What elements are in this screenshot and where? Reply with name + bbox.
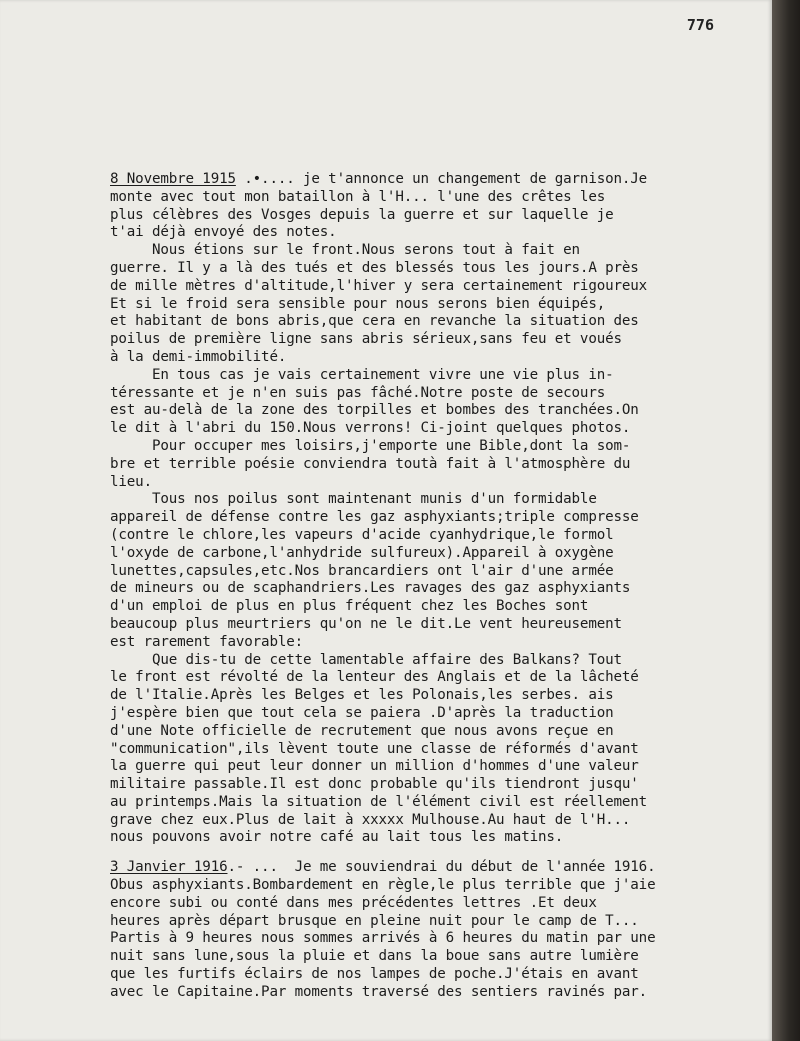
text-line: guerre. Il y a là des tués et des blessés tous les jours.A près (110, 259, 639, 276)
text-line: .•.... je t'annonce un changement de garnison.Je (235, 171, 648, 187)
text-line: de mineurs ou de scaphandriers.Les ravages des gaz asphyxiants (110, 580, 631, 597)
text-line: plus célèbres des Vosges depuis la guerre et sur laquelle je (110, 206, 614, 223)
text-line: monte avec tout mon bataillon à l'H... l'une des crêtes les (110, 188, 606, 205)
text-line: Nous étions sur le front.Nous serons tout à fait en (110, 242, 580, 259)
text-line: et habitant de bons abris,que cera en revanche la situation des (110, 313, 639, 330)
text-line: lieu. (110, 473, 152, 490)
entry-date: 3 Janvier 1916 (110, 859, 228, 876)
text-line: (contre le chlore,les vapeurs d'acide cyanhydrique,le formol (110, 526, 614, 543)
text-line: Tous nos poilus sont maintenant munis d'un formidable (110, 491, 597, 508)
text-line: téressante et je n'en suis pas fâché.Notre poste de secours (110, 384, 606, 401)
text-line: Pour occuper mes loisirs,j'emporte une Bible,dont la som- (110, 437, 631, 454)
text-line: de mille mètres d'altitude,l'hiver y sera certainement rigoureux (110, 277, 648, 294)
text-line: grave chez eux.Plus de lait à xxxxx Mulhouse.Au haut de l'H... (110, 811, 631, 828)
text-line: à la demi-immobilité. (110, 348, 287, 365)
text-line: le front est révolté de la lenteur des Anglais et de la lâcheté (110, 669, 639, 686)
entry-first-line (110, 171, 768, 189)
text-line: Que dis-tu de cette lamentable affaire des Balkans? Tout (110, 651, 622, 668)
text-line: t'ai déjà envoyé des notes. (110, 224, 337, 241)
text-line: Obus asphyxiants.Bombardement en règle,le plus terrible que j'aie (110, 877, 656, 894)
entry-first-line (110, 859, 768, 877)
text-line: bre et terrible poésie conviendra toutà fait à l'atmosphère du (110, 455, 631, 472)
text-line: est au-delà de la zone des torpilles et bombes des tranchées.On (110, 402, 639, 419)
text-line: nuit sans lune,sous la pluie et dans la boue sans autre lumière (110, 948, 639, 965)
text-line: que les furtifs éclairs de nos lampes de poche.J'étais en avant (110, 966, 639, 983)
text-line: Partis à 9 heures nous sommes arrivés à 6 heures du matin par une (110, 930, 656, 947)
text-line: de l'Italie.Après les Belges et les Polonais,les serbes. ais (110, 687, 614, 704)
text-line: .- ... Je me souviendrai du début de l'année 1916. (227, 859, 656, 876)
text-line: poilus de première ligne sans abris sérieux,sans feu et voués (110, 331, 622, 348)
text-line: "communication",ils lèvent toute une classe de réformés d'avant (110, 740, 639, 757)
text-line: j'espère bien que tout cela se paiera .D'après la traduction (110, 704, 614, 721)
text-line: d'une Note officielle de recrutement que nous avons reçue en (110, 722, 614, 739)
text-line: l'oxyde de carbone,l'anhydride sulfureux).Appareil à oxygène (110, 544, 614, 561)
text-line: Et si le froid sera sensible pour nous serons bien équipés, (110, 295, 606, 312)
text-line: heures après départ brusque en pleine nuit pour le camp de T... (110, 912, 639, 929)
text-line: appareil de défense contre les gaz asphyxiants;triple compresse (110, 509, 639, 526)
text-line: nous pouvons avoir notre café au lait tous les matins. (110, 829, 564, 846)
text-line: militaire passable.Il est donc probable qu'ils tiendront jusqu' (110, 776, 639, 793)
text-line: le dit à l'abri du 150.Nous verrons! Ci-joint quelques photos. (110, 420, 631, 437)
text-line: avec le Capitaine.Par moments traversé des sentiers ravinés par. (110, 983, 648, 1000)
text-line: lunettes,capsules,etc.Nos brancardiers ont l'air d'une armée (110, 562, 614, 579)
letter-body (110, 171, 768, 1002)
text-line: la guerre qui peut leur donner un million d'hommes d'une valeur (110, 758, 639, 775)
text-line: est rarement favorable: (110, 633, 304, 650)
page-number: 776 (686, 16, 714, 34)
text-line: beaucoup plus meurtriers qu'on ne le dit.Le vent heureusement (110, 615, 622, 632)
document-edge-shadow (772, 0, 800, 1041)
text-line: d'un emploi de plus en plus fréquent chez les Boches sont (110, 598, 589, 615)
text-line: En tous cas je vais certainement vivre une vie plus in- (110, 366, 614, 383)
text-line: encore subi ou conté dans mes précédentes lettres .Et deux (110, 894, 597, 911)
entry-date: 8 Novembre 1915 (110, 171, 236, 187)
text-line: au printemps.Mais la situation de l'élément civil est réellement (110, 793, 648, 810)
